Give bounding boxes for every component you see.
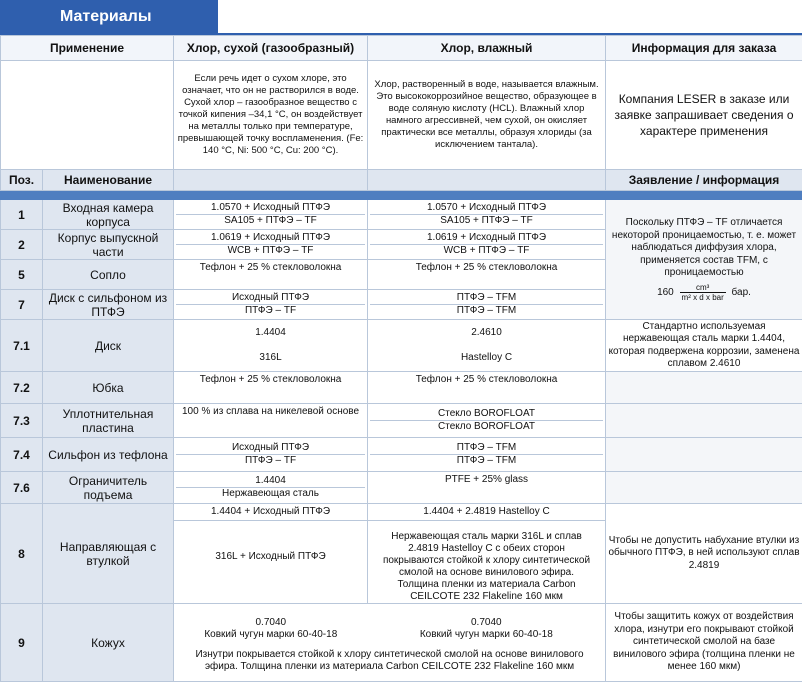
note-empty (606, 372, 802, 404)
row-name: Корпус выпускной части (43, 230, 174, 260)
row-dry (174, 230, 368, 260)
row-name: Кожух (43, 604, 174, 682)
table-header-row (1, 36, 802, 61)
housing-grades (174, 613, 605, 645)
row-wet (368, 200, 606, 230)
row-wet: Тефлон + 25 % стекловолокна (368, 372, 606, 404)
row-dry (174, 290, 368, 320)
wet-value: 1.4404 + 2.4819 Hastelloy C (368, 504, 605, 521)
row-name: Ограничитель подъема (43, 472, 174, 504)
row-pos: 7.2 (1, 372, 43, 404)
dry-value: Ковкий чугун марки 60-40-18 (204, 628, 338, 640)
ptfe-unit: бар. (731, 286, 751, 298)
row-pos: 8 (1, 504, 43, 604)
wet-value: 2.4610 (471, 327, 502, 338)
row-name: Уплотнительная пластина (43, 404, 174, 438)
header-dry: Хлор, сухой (газообразный) (174, 36, 368, 61)
description-row (1, 61, 802, 170)
note-guide: Чтобы не допустить набухание втулки из обычного ПТФЭ, в ней используют сплав 2.4819 (606, 504, 802, 604)
table-row (1, 320, 802, 372)
row-pos: 2 (1, 230, 43, 260)
dry-value: Исходный ПТФЭ (176, 292, 365, 305)
col-statement: Заявление / информация (606, 170, 802, 191)
row-pos: 7.6 (1, 472, 43, 504)
dry-value: 1.0619 + Исходный ПТФЭ (176, 232, 365, 245)
dry-value: ПТФЭ – TF (244, 455, 297, 466)
wet-value: Стекло BOROFLOAT (438, 421, 535, 432)
note-ptfe-formula (608, 283, 800, 302)
row-dry: 100 % из сплава на никелевой основе (174, 404, 368, 438)
note-empty (606, 404, 802, 438)
dry-value: 316L (259, 352, 282, 363)
row-dry (174, 320, 368, 372)
housing-dry (174, 613, 368, 645)
row-pos: 9 (1, 604, 43, 682)
table-row (1, 438, 802, 472)
dry-value: 1.4404 (176, 475, 365, 488)
row-wet (368, 504, 606, 604)
row-wet: PTFE + 25% glass (368, 472, 606, 504)
ptfe-denominator: m² x d x bar (681, 292, 724, 302)
row-wet: Тефлон + 25 % стекловолокна (368, 260, 606, 290)
column-header-row (1, 170, 802, 191)
row-dry: Тефлон + 25 % стекловолокна (174, 260, 368, 290)
wet-value: SA105 + ПТФЭ – TF (440, 215, 533, 226)
wet-value: 1.0619 + Исходный ПТФЭ (370, 232, 603, 245)
note-ptfe (606, 200, 802, 320)
materials-table (0, 35, 802, 682)
note-empty (606, 472, 802, 504)
description-order: Компания LESER в заказе или заявке запрашивает сведения о характере применения (606, 61, 802, 170)
description-empty (1, 61, 174, 170)
dry-value: SA105 + ПТФЭ – TF (224, 215, 317, 226)
row-dry (174, 472, 368, 504)
table-row (1, 404, 802, 438)
wet-value: ПТФЭ – TFM (456, 455, 517, 466)
dry-value: WCB + ПТФЭ – TF (227, 245, 314, 256)
row-pos: 7.3 (1, 404, 43, 438)
row-dry (174, 504, 368, 604)
dry-value: 316L + Исходный ПТФЭ (215, 551, 326, 562)
row-pos: 5 (1, 260, 43, 290)
row-wet (368, 290, 606, 320)
wet-value: Нержавеющая сталь марки 316L и сплав 2.4819 Hastelloy C с обеих сторон покрываются стойкой к хлору синтетической смолой на основе винилового эфира. Толщина пленки из материала Carbon CEILCOTE 232 Flakeline 160 мкм (382, 531, 591, 602)
note-ptfe-text: Поскольку ПТФЭ – TF отличается некоторой проницаемостью, т. е. может наблюдаться диффузия хлора, применяется состав TFM, с проницаемостью (611, 217, 797, 279)
header-order: Информация для заказа (606, 36, 802, 61)
row-pos: 1 (1, 200, 43, 230)
row-wet (368, 404, 606, 438)
row-wet (368, 230, 606, 260)
housing-coating: Изнутри покрывается стойкой к хлору синтетической смолой на основе винилового эфира. Толщина пленки из материала Carbon CEILCOTE 232 Flakeline 160 мкм (195, 648, 584, 672)
col-wet-empty (368, 170, 606, 191)
dry-value: 1.4404 (255, 327, 286, 338)
wet-value: Стекло BOROFLOAT (370, 408, 603, 421)
ptfe-numerator: cm³ (680, 283, 726, 293)
row-dry: Тефлон + 25 % стекловолокна (174, 372, 368, 404)
wet-value: ПТФЭ – TFM (370, 442, 603, 455)
row-dry (174, 200, 368, 230)
table-row (1, 504, 802, 604)
description-wet: Хлор, растворенный в воде, называется влажным. Это высококоррозийное вещество, образующее в воде соляную кислоту (HCL). Влажный хлор намного агрессивней, чем сухой, он окисляет практически все металлы, образуя хлориды (за исключением тантала). (368, 61, 606, 170)
table-row (1, 372, 802, 404)
note-housing: Чтобы защитить кожух от воздействия хлора, изнутри его покрывают стойкой синтетической смолой на базе винилового эфира (толщина пленки не менее 160 мкм) (606, 604, 802, 682)
row-name: Юбка (43, 372, 174, 404)
row-name: Направляющая с втулкой (43, 504, 174, 604)
row-pos: 7 (1, 290, 43, 320)
housing-wet (368, 613, 605, 645)
header-wet: Хлор, влажный (368, 36, 606, 61)
row-wet (368, 320, 606, 372)
row-housing-materials (174, 604, 606, 682)
row-pos: 7.4 (1, 438, 43, 472)
row-wet (368, 438, 606, 472)
table-row (1, 472, 802, 504)
wet-value: ПТФЭ – TFM (370, 292, 603, 305)
col-dry-empty (174, 170, 368, 191)
row-name: Диск с сильфоном из ПТФЭ (43, 290, 174, 320)
ptfe-value: 160 (657, 286, 674, 298)
dry-value: 0.7040 (255, 616, 287, 628)
table-row (1, 200, 802, 230)
row-pos: 7.1 (1, 320, 43, 372)
header-application: Применение (1, 36, 174, 61)
row-name: Диск (43, 320, 174, 372)
row-name: Входная камера корпуса (43, 200, 174, 230)
wet-value: WCB + ПТФЭ – TF (443, 245, 530, 256)
wet-value: 1.0570 + Исходный ПТФЭ (370, 202, 603, 215)
note-disc: Стандартно используемая нержавеющая сталь марки 1.4404, которая подвержена коррозии, заменена сплавом 2.4610 (606, 320, 802, 372)
row-name: Сопло (43, 260, 174, 290)
table-row (1, 604, 802, 682)
blue-divider-row (1, 191, 802, 200)
wet-value: Hastelloy C (460, 352, 513, 363)
dry-value: Исходный ПТФЭ (176, 442, 365, 455)
section-title: Материалы (0, 0, 218, 33)
wet-value: 0.7040 (470, 616, 502, 628)
wet-value: ПТФЭ – TFM (456, 305, 517, 316)
ptfe-fraction (680, 283, 726, 302)
col-name: Наименование (43, 170, 174, 191)
wet-value: Ковкий чугун марки 60-40-18 (419, 628, 553, 640)
row-dry (174, 438, 368, 472)
dry-value: 1.0570 + Исходный ПТФЭ (176, 202, 365, 215)
dry-value: ПТФЭ – TF (244, 305, 297, 316)
dry-value: Нержавеющая сталь (222, 488, 319, 499)
note-empty (606, 438, 802, 472)
description-dry: Если речь идет о сухом хлоре, это означает, что он не растворился в воде. Сухой хлор – газообразное вещество с точкой кипения –34,1 °C, он воздействует на металлы только при температуре, превышающей точку воспламенения. (Fe: 140 °C, Ni: 500 °C, Cu: 200 °C). (174, 61, 368, 170)
col-pos: Поз. (1, 170, 43, 191)
dry-value: 1.4404 + Исходный ПТФЭ (174, 504, 367, 521)
row-name: Сильфон из тефлона (43, 438, 174, 472)
